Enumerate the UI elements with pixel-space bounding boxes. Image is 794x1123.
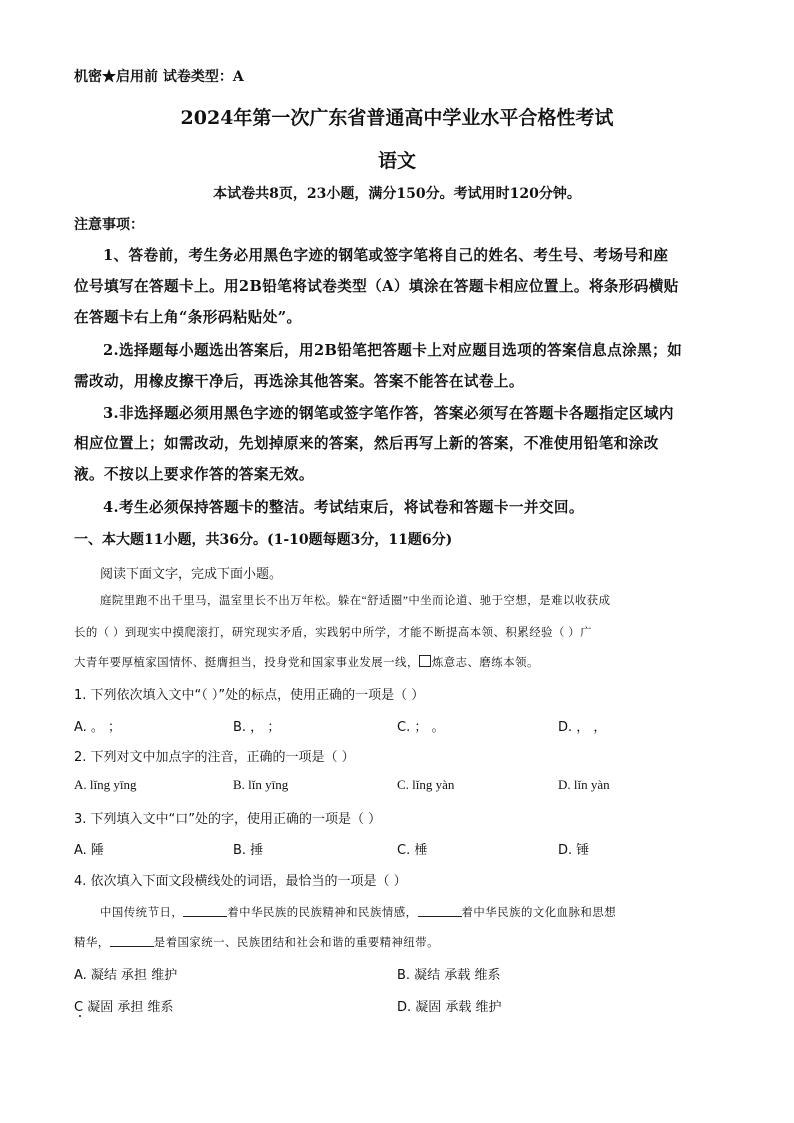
passage-text: 着中华民族的民族精神和民族情感， [227, 907, 418, 919]
option-c: C. ； 。 [397, 720, 445, 735]
passage-line: 长的（ ）到现实中摸爬滚打，研究现实矛盾，实践躬中所学，才能不断提高本领、积累经验（ ）广 [74, 627, 592, 639]
confidential-header: 机密★启用前 试卷类型：A [74, 69, 244, 85]
reading-instruction: 阅读下面文字，完成下面小题。 [100, 567, 283, 582]
passage-text: 精华， [74, 937, 110, 949]
passage-text: 是着国家统一、民族团结和社会和谐的重要精神纽带。 [153, 937, 440, 949]
notice-heading: 注意事项： [74, 217, 144, 233]
stray-mark [79, 1015, 81, 1017]
option-b: B. 捶 [233, 843, 264, 858]
option-a: A. 。 ； [74, 720, 122, 735]
question-stem: 4. 依次填入下面文段横线处的词语，最恰当的一项是（ ） [74, 874, 407, 889]
passage-text: 炼意志、磨练本领。 [431, 657, 539, 669]
passage-line [74, 934, 439, 950]
notice-line: 在答题卡右上角“条形码粘贴处”。 [74, 309, 302, 326]
option-c: C. lǐng yàn [397, 777, 455, 792]
notice-line: 相应位置上；如需改动，先划掉原来的答案，然后再写上新的答案，不准使用铅笔和涂改 [74, 435, 659, 452]
exam-title: 2024年第一次广东省普通高中学业水平合格性考试 [180, 107, 614, 129]
notice-line: 2.选择题每小题选出答案后，用2B铅笔把答题卡上对应题目选项的答案信息点涂黑；如 [103, 342, 683, 359]
notice-line: 位号填写在答题卡上。用2B铅笔将试卷类型（A）填涂在答题卡相应位置上。将条形码横贴 [74, 278, 679, 295]
notice-line: 需改动，用橡皮擦干净后，再选涂其他答案。答案不能答在试卷上。 [74, 373, 524, 390]
passage-text: 着中华民族的文化血脉和思想 [461, 907, 617, 919]
option-a: A. lǐng yīng [74, 777, 137, 792]
option-c: C. 棰 [397, 843, 428, 858]
option-d: D. 锤 [558, 843, 590, 858]
option-c: C 凝固 承担 维系 [74, 1000, 174, 1015]
passage-line: 庭院里跑不出千里马，温室里长不出万年松。躲在“舒适圈”中坐而论道、驰于空想，是难以收获成 [100, 595, 611, 607]
fill-blank [110, 934, 154, 947]
question-stem: 3. 下列填入文中“口”处的字，使用正确的一项是（ ） [74, 812, 382, 827]
option-b: B. ， ； [233, 720, 281, 735]
option-d: D. ， ， [558, 720, 607, 735]
subject-title: 语文 [377, 150, 416, 172]
fill-blank [418, 904, 462, 917]
exam-info: 本试卷共8页，23小题，满分150分。考试用时120分钟。 [213, 186, 581, 202]
option-b: B. 凝结 承载 维系 [397, 968, 501, 983]
fill-blank [183, 904, 227, 917]
notice-line: 液。不按以上要求作答的答案无效。 [74, 466, 314, 483]
option-a: A. 陲 [74, 843, 104, 858]
blank-box [419, 655, 431, 667]
passage-text: 中国传统节日， [100, 907, 184, 919]
question-stem: 1. 下列依次填入文中“（ ）”处的标点，使用正确的一项是（ ） [74, 688, 425, 703]
passage-line [100, 904, 616, 920]
notice-line: 1、答卷前，考生务必用黑色字迹的钢笔或签字笔将自己的姓名、考生号、考场号和座 [103, 247, 669, 264]
notice-line: 4.考生必须保持答题卡的整洁。考试结束后，将试卷和答题卡一并交回。 [103, 499, 584, 516]
notice-line: 3.非选择题必须用黑色字迹的钢笔或签字笔作答，答案必须写在答题卡各题指定区域内 [103, 405, 674, 422]
option-a: A. 凝结 承担 维护 [74, 968, 178, 983]
question-stem: 2. 下列对文中加点字的注音，正确的一项是（ ） [74, 750, 355, 765]
passage-text: 大青年要厚植家国情怀、挺膺担当，投身党和国家事业发展一线， [74, 657, 419, 669]
option-d: D. 凝固 承载 维护 [397, 1000, 502, 1015]
section-heading: 一、本大题11小题，共36分。(1-10题每题3分，11题6分) [74, 532, 453, 548]
passage-line [74, 654, 539, 670]
option-d: D. lǐn yàn [558, 777, 610, 792]
option-b: B. lǐn yīng [233, 777, 289, 792]
